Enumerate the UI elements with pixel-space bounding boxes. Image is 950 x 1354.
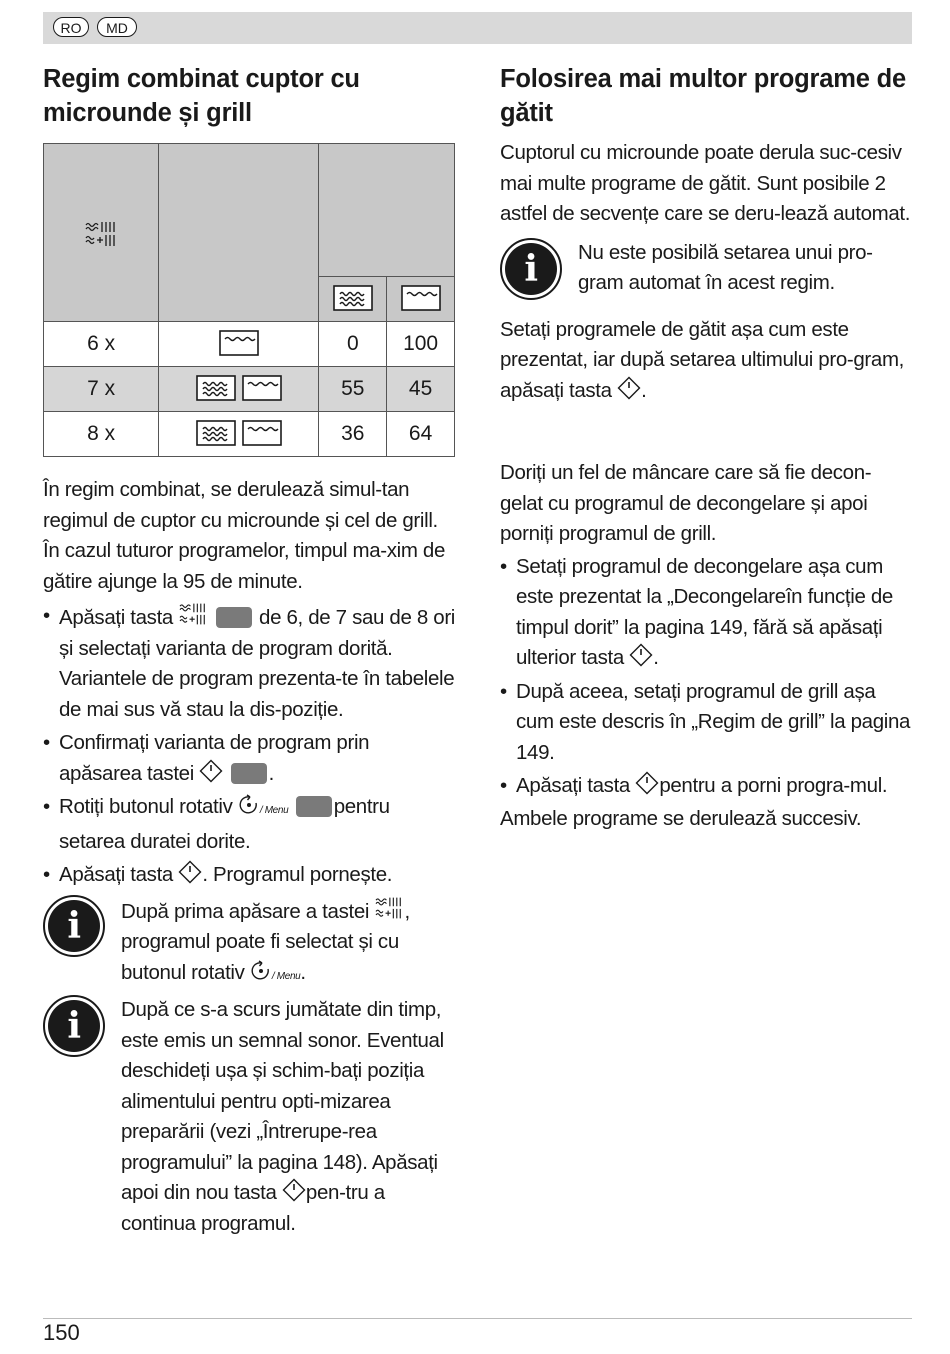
bullet-confirm bbox=[43, 728, 455, 789]
row-icons bbox=[159, 322, 319, 367]
start-icon bbox=[635, 771, 659, 795]
info-icon: i bbox=[500, 238, 562, 300]
page-number: 150 bbox=[43, 1320, 80, 1345]
grill-icon bbox=[242, 375, 282, 401]
bullet-start bbox=[43, 860, 455, 891]
table-row bbox=[44, 322, 455, 367]
note-text: . bbox=[300, 960, 306, 984]
microwave-icon bbox=[333, 285, 373, 311]
bullet-text: Confirmați varianta de program prin apăsarea tastei bbox=[59, 731, 370, 785]
row-label: 6 x bbox=[44, 322, 159, 367]
knob-icon bbox=[238, 794, 260, 816]
microwave-icon bbox=[196, 375, 236, 401]
bullet-set-defrost bbox=[500, 552, 912, 674]
bullet-text: Apăsați tasta bbox=[516, 774, 630, 797]
key-placeholder bbox=[231, 763, 267, 784]
row-grill-value: 45 bbox=[387, 367, 455, 412]
table-row bbox=[44, 412, 455, 457]
key-placeholder bbox=[216, 607, 252, 628]
paragraph-set-programs bbox=[500, 315, 912, 407]
grill-icon bbox=[242, 420, 282, 446]
right-column bbox=[500, 62, 912, 834]
start-icon bbox=[629, 643, 653, 667]
note-text: După ce s-a scurs jumătate din timp, este emis un semnal sonor. Eventual deschideți ușa și schim-bați poziția alimentului pentru opti-mizarea preparării (vezi „Întrerupe-rea programului” la pagina 148). Apăsați apoi din nou tasta bbox=[121, 998, 444, 1204]
menu-label: / Menu bbox=[259, 805, 289, 816]
combi-icon bbox=[84, 219, 118, 249]
language-badge-ro: RO bbox=[53, 17, 89, 37]
row-label: 7 x bbox=[44, 367, 159, 412]
bullet-text: Rotiți butonul rotativ bbox=[59, 795, 233, 818]
section-title-combined: Regim combinat cuptor cu microunde și grill bbox=[43, 65, 360, 127]
knob-icon bbox=[250, 960, 272, 982]
info-note-no-auto bbox=[500, 238, 912, 299]
footer-divider bbox=[43, 1318, 912, 1319]
note-text: După prima apăsare a tastei bbox=[121, 899, 370, 923]
table-header-microwave bbox=[319, 277, 387, 322]
paragraph-text: Setați programele de gătit așa cum este prezentat, iar după setarea ultimului pro-gram, apăsați tasta bbox=[500, 317, 905, 402]
row-icons bbox=[159, 367, 319, 412]
key-placeholder bbox=[296, 796, 332, 817]
row-microwave-value: 0 bbox=[319, 322, 387, 367]
table-header-row bbox=[44, 144, 455, 277]
bullet-set-grill: • După aceea, setați programul de grill așa cum este descris în „Regim de grill” la pagina 149. bbox=[500, 677, 912, 769]
paragraph-text: . bbox=[641, 378, 647, 402]
row-icons bbox=[159, 412, 319, 457]
start-icon bbox=[282, 1178, 306, 1202]
bullet-press-start bbox=[500, 771, 912, 802]
bullet-text: Apăsați tasta bbox=[59, 863, 173, 886]
combi-icon bbox=[374, 895, 404, 921]
grill-icon bbox=[219, 330, 259, 356]
paragraph-sequence-intro: Cuptorul cu microunde poate derula suc-cesiv mai multe programe de gătit. Sunt posibile 2 astfel de secvențe care se deru-lează automat. bbox=[500, 141, 911, 225]
grill-icon bbox=[401, 285, 441, 311]
bullet-text: Apăsați tasta bbox=[59, 606, 173, 629]
row-grill-value: 100 bbox=[387, 322, 455, 367]
section-title-multiple: Folosirea mai multor programe de gătit bbox=[500, 65, 906, 127]
bullet-press-combi bbox=[43, 601, 455, 725]
paragraph-both-programs: Ambele programe se derulează succesiv. bbox=[500, 806, 862, 830]
start-icon bbox=[199, 759, 223, 783]
info-icon: i bbox=[43, 895, 105, 957]
bullet-text: de 6, de 7 sau de 8 ori și selectați varianta de program dorită. Variantele de program prezenta-te în tabelele de mai sus vă stau la dis-poziție. bbox=[59, 606, 456, 721]
combi-icon bbox=[178, 601, 208, 627]
paragraph-defrost-then-grill: Doriți un fel de mâncare care să fie decon-gelat cu programul de decongelare și apoi porniți programul de grill. bbox=[500, 461, 872, 545]
info-note-half-time bbox=[43, 995, 455, 1239]
program-table bbox=[43, 143, 455, 457]
start-icon bbox=[178, 860, 202, 884]
paragraph-max-time: În cazul tuturor programelor, timpul ma-xim de gătire ajunge la 95 de minute. bbox=[43, 539, 446, 593]
bullet-text: Setați programul de decongelare așa cum este prezentat la „Decongelareîn funcție de timpul dorit” la pagina 149, fără să apăsați ulterior tasta bbox=[516, 554, 893, 669]
bullet-text: pentru setarea duratei dorite. bbox=[59, 795, 390, 853]
table-header-power-cell bbox=[319, 144, 455, 277]
note-text: pen-tru a continua programul. bbox=[121, 1181, 385, 1235]
note-text: Nu este posibilă setarea unui pro-gram automat în acest regim. bbox=[578, 240, 873, 294]
bullet-text: . bbox=[653, 646, 659, 669]
bullet-text: . bbox=[268, 761, 275, 785]
info-icon: i bbox=[43, 995, 105, 1057]
table-header-combi-cell bbox=[44, 144, 159, 322]
start-icon bbox=[617, 376, 641, 400]
bullet-rotate bbox=[43, 792, 455, 857]
row-microwave-value: 55 bbox=[319, 367, 387, 412]
language-badge-md: MD bbox=[97, 17, 137, 37]
table-row bbox=[44, 367, 455, 412]
row-grill-value: 64 bbox=[387, 412, 455, 457]
bullet-text: pentru a porni progra-mul. bbox=[659, 774, 888, 797]
table-header-grill bbox=[387, 277, 455, 322]
row-label: 8 x bbox=[44, 412, 159, 457]
note-text: , programul poate fi selectat și cu butonul rotativ bbox=[121, 899, 410, 984]
row-microwave-value: 36 bbox=[319, 412, 387, 457]
menu-label: / Menu bbox=[271, 970, 301, 982]
microwave-icon bbox=[196, 420, 236, 446]
header-bar bbox=[43, 12, 912, 44]
table-header-empty-cell bbox=[159, 144, 319, 322]
paragraph-combined-intro: În regim combinat, se derulează simul-tan regimul de cuptor cu microunde și cel de grill. bbox=[43, 478, 438, 532]
bullet-text: . Programul pornește. bbox=[202, 863, 393, 886]
info-note-first-press bbox=[43, 895, 455, 993]
left-column bbox=[43, 62, 455, 1239]
